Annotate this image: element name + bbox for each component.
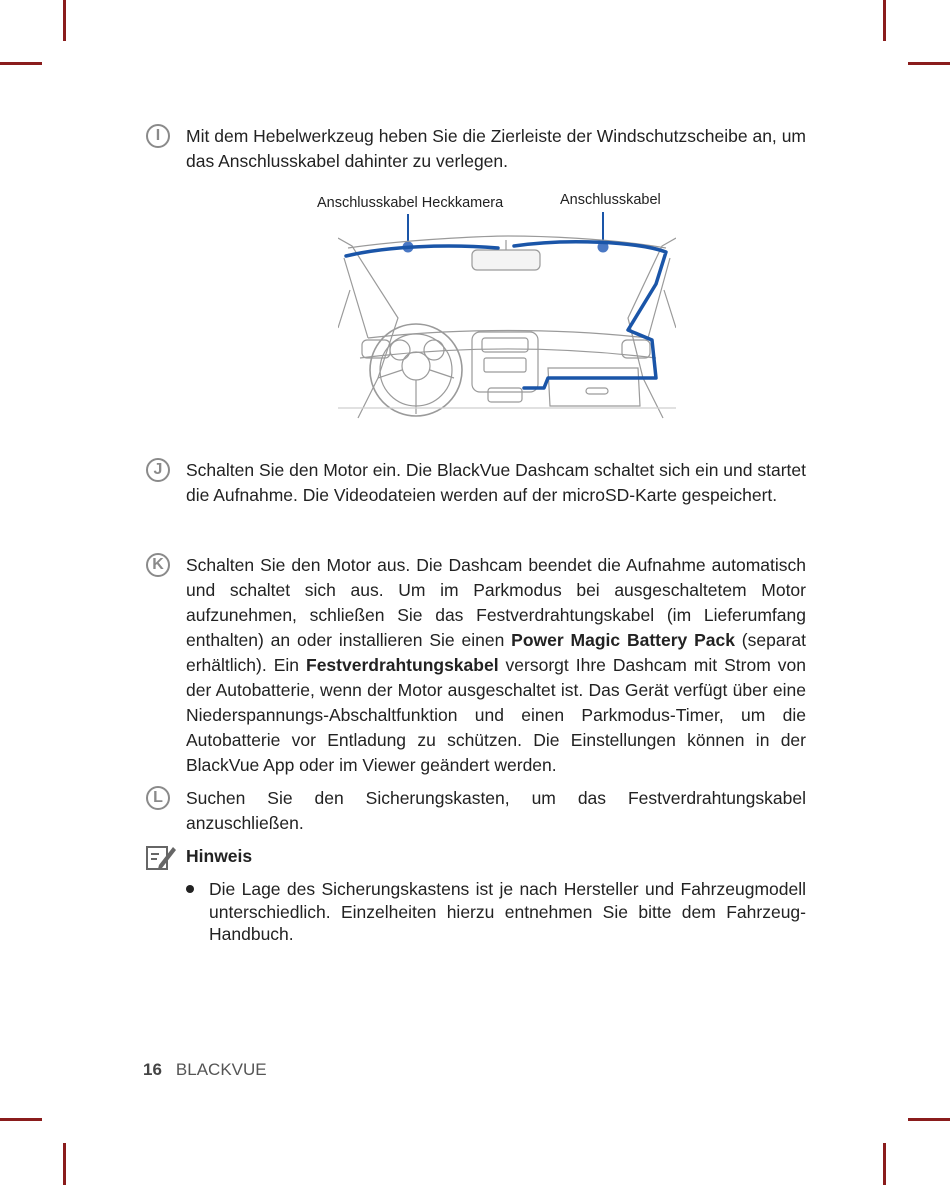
label-rear-camera-cable: Anschlusskabel Heckkamera: [317, 195, 504, 211]
step-k-text-3: versorgt Ihre Dashcam mit Strom von der Autobatterie, wenn der Motor ausgeschaltet ist. Das Gerät verfügt über eine Niederspannungs-Abschaltfunktion und einen Parkmodus-Timer, um die Autobatterie vor Entladung zu schützen. Die Einstellungen können in der BlackVue App oder im Viewer geändert werden.: [186, 655, 806, 775]
note-title: Hinweis: [186, 846, 253, 866]
step-j-text: Schalten Sie den Motor ein. Die BlackVue Dashcam schaltet sich ein und startet die Aufnahme. Die Videodateien werden auf der microSD-Karte gespeichert.: [186, 460, 806, 505]
step-k-bold-2: Festverdrahtungskabel: [306, 655, 499, 675]
step-k-text-2: (separat erhältlich). Ein: [186, 630, 807, 675]
step-k-bold-1: Power Magic Battery Pack: [511, 630, 735, 650]
step-k: [146, 553, 806, 778]
note-pencil-icon: [145, 843, 177, 871]
crop-mark: [908, 1118, 950, 1121]
crop-mark: [883, 1143, 886, 1185]
step-l-text: Suchen Sie den Sicherungskasten, um das Festverdrahtungskabel anzuschließen.: [186, 788, 806, 833]
step-i-text: Mit dem Hebelwerkzeug heben Sie die Zierleiste der Windschutzscheibe an, um das Anschlusskabel dahinter zu verlegen.: [186, 126, 806, 171]
car-interior-illustration: [338, 228, 676, 422]
page-number: 16: [143, 1060, 162, 1079]
bullet-dot: [186, 885, 194, 893]
note-bullet: [186, 878, 806, 946]
label-connection-cable: Anschlusskabel: [560, 192, 661, 208]
step-badge-k: K: [146, 553, 170, 577]
crop-mark: [63, 1143, 66, 1185]
step-j: [146, 458, 806, 508]
page-footer: [143, 1060, 267, 1080]
step-l: [146, 786, 806, 836]
footer-brand: BLACKVUE: [175, 1060, 267, 1079]
note-bullet-text: Die Lage des Sicherungskastens ist je nach Hersteller und Fahrzeugmodell unterschiedlich. Einzelheiten hierzu entnehmen Sie bitte dem Fahrzeug-Handbuch.: [209, 879, 806, 944]
step-badge-i: I: [146, 124, 170, 148]
step-badge-j: J: [146, 458, 170, 482]
step-k-text: [186, 553, 806, 778]
leader-lines: [0, 0, 950, 260]
step-badge-l: L: [146, 786, 170, 810]
crop-mark: [0, 1118, 42, 1121]
step-k-text-1: Schalten Sie den Motor aus. Die Dashcam beendet die Aufnahme automatisch und schaltet sich aus. Um im Parkmodus bei ausgeschaltetem Motor aufzunehmen, schließen Sie das Festverdrahtungskabel (im Lieferumfang enthalten) an oder installieren Sie einen: [186, 555, 806, 650]
